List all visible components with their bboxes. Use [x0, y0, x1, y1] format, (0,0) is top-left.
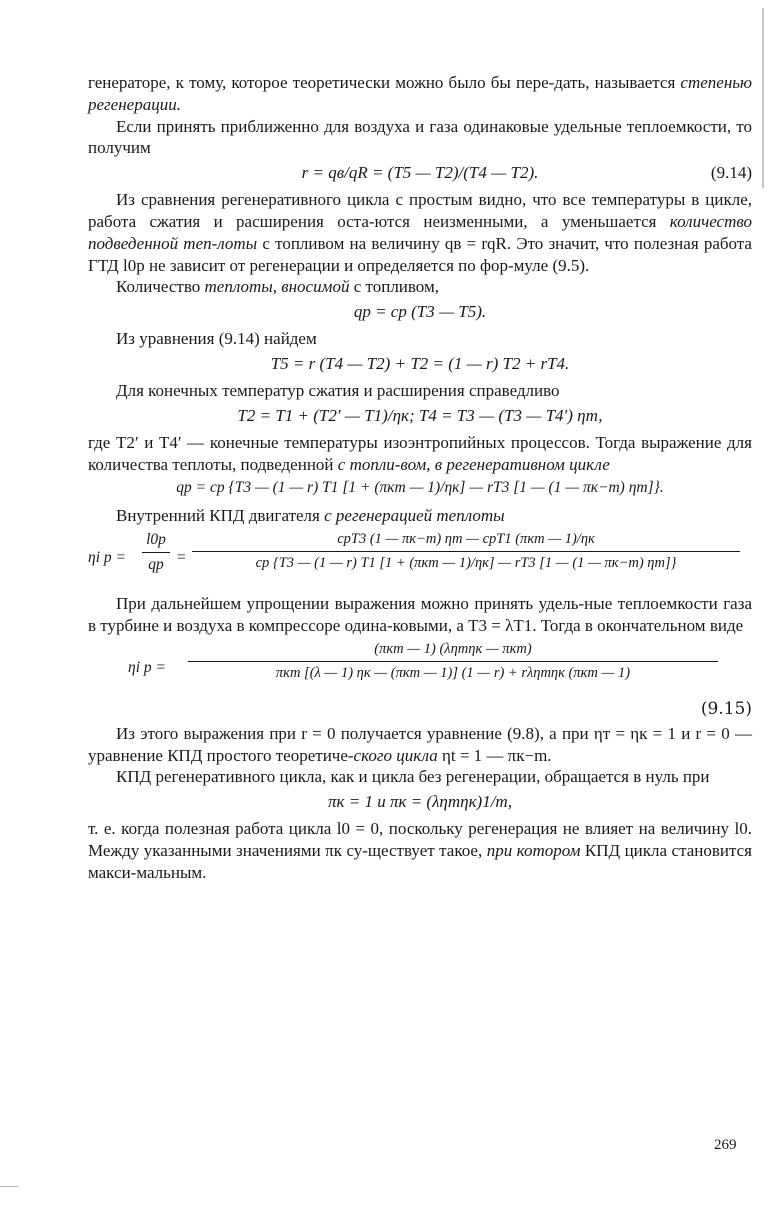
fraction-eta-numerator: cpT3 (1 — πк−m) ηт — cpT1 (πкm — 1)/ηк: [337, 531, 595, 548]
equation-eta-general: [88, 527, 752, 593]
paragraph-from-equation: Из уравнения (9.14) найдем: [116, 329, 317, 349]
fraction-bar: [142, 552, 170, 553]
paragraph-zero-efficiency: КПД регенеративного цикла, как и цикла без регенерации, обращается в нуль при: [116, 767, 710, 787]
fraction-bar: [188, 661, 718, 662]
equation-9-14-body: r = qв/qR = (T5 — T2)/(T4 — T2).: [301, 163, 539, 183]
equation-number-9-15: (9.15): [700, 698, 752, 719]
page-body: [88, 72, 752, 884]
equation-t2-t4-body: T2 = T1 + (T2′ — T1)/ηк; T4 = T3 — (T3 — T4′) ηт,: [237, 405, 603, 425]
equation-t5: [88, 350, 752, 380]
fraction-bar: [192, 551, 740, 552]
fraction-eta-main: [192, 531, 740, 572]
equation-qp: [88, 298, 752, 328]
scan-margin-mark: [0, 1186, 18, 1187]
scan-edge-line: [762, 8, 764, 188]
equation-eta-final-lhs: ηi р =: [128, 658, 166, 676]
equation-eta-final: [88, 637, 752, 699]
paragraph-isentropic: где T2′ и T4′ — конечные температуры изоэнтропийных процессов. Тогда выражение для количества теплоты, подведенной с топли-вом, в регенеративном цикле: [88, 432, 752, 474]
equation-number-9-14: (9.14): [710, 163, 752, 183]
page-number: 269: [714, 1137, 737, 1153]
equals-sign: =: [176, 549, 187, 567]
equation-t2-t4: [88, 402, 752, 432]
paragraph-special-cases: Из этого выражения при r = 0 получается уравнение (9.8), а при ηт = ηк = 1 и r = 0 — уравнение КПД простого теоретиче-ского цикла ηt = 1 — πк−m.: [88, 723, 752, 765]
paragraph-final-temperatures: Для конечных температур сжатия и расширения справедливо: [116, 380, 560, 400]
paragraph-comparison: Из сравнения регенеративного цикла с простым видно, что все температуры в цикле, работа сжатия и расширения оста-ются неизменными, а уменьшается количество подведенной теп-лоты с топливом на величину qв = rqR. Это значит, что полезная работа ГТД l0р не зависит от регенерации и определяется по фор-муле (9.5).: [88, 190, 752, 275]
fraction-eta-final-numerator: (πкm — 1) (ληтηк — πкm): [374, 640, 532, 657]
paragraph-heat-quantity: Количество теплоты, вносимой с топливом,: [116, 277, 439, 297]
paragraph-internal-efficiency: Внутренний КПД двигателя с регенерацией теплоты: [116, 506, 505, 526]
paragraph-maximum: т. е. когда полезная работа цикла l0 = 0, поскольку регенерация не влияет на величину l0. Между указанными значениями πк су-ществует такое, при котором КПД цикла становится макси-мальным.: [88, 819, 752, 882]
paragraph-heat-capacity: Если принять приближенно для воздуха и газа одинаковые удельные теплоемкости, то получим: [88, 116, 752, 158]
equation-9-14: [88, 159, 752, 189]
paragraph-simplification: При дальнейшем упрощении выражения можно принять удель-ные теплоемкости газа в турбине и воздуха в компрессоре одина-ковыми, а T3 = λT1. Тогда в окончательном виде: [88, 594, 752, 635]
fraction-eta-final-denominator: πкm [(λ — 1) ηк — (πкm — 1)] (1 — r) + rληтηк (πкm — 1): [275, 664, 631, 681]
fraction-qp: qр: [148, 556, 164, 574]
paragraph-regeneration-degree: генераторе, к тому, которое теоретически можно было бы пере-дать, называется степенью регенерации.: [88, 73, 752, 114]
fraction-eta-denominator: cp {T3 — (1 — r) T1 [1 + (πкm — 1)/ηк] — rT3 [1 — (1 — πк−m) ηт]}: [255, 555, 677, 572]
equation-qp-full: [88, 475, 752, 505]
equation-qp-full-body: qр = cp {T3 — (1 — r) T1 [1 + (πкm — 1)/ηк] — rT3 [1 — (1 — πк−m) ηт]}.: [176, 479, 664, 497]
fraction-l0: l0р: [146, 531, 166, 549]
equation-qp-body: qр = cp (T3 — T5).: [353, 302, 487, 322]
fraction-l0-over-q: [142, 531, 170, 574]
equation-eta-general-lhs: ηi р =: [88, 549, 126, 567]
equation-t5-body: T5 = r (T4 — T2) + T2 = (1 — r) T2 + rT4.: [270, 353, 570, 373]
equation-zero-conditions: [88, 788, 752, 818]
equation-zero-conditions-body: πк = 1 и πк = (ληтηк)1/m,: [328, 792, 512, 812]
fraction-eta-final: [188, 641, 718, 682]
